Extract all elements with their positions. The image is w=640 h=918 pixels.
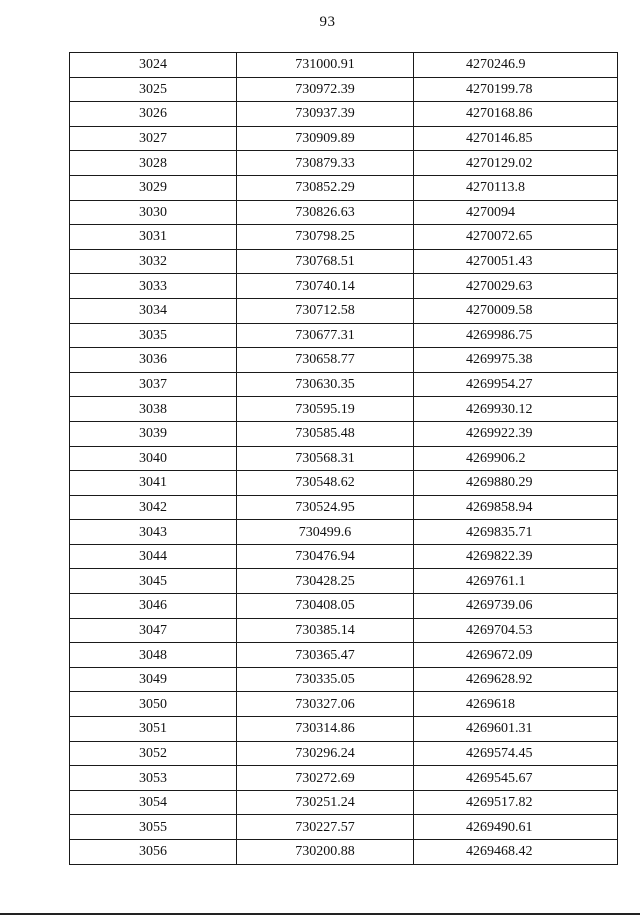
table-row — [70, 766, 618, 791]
point-number-cell: 3052 — [70, 741, 237, 766]
x-coordinate-cell: 730251.24 — [237, 790, 414, 815]
x-coordinate-cell: 730548.62 — [237, 471, 414, 496]
table-row — [70, 790, 618, 815]
x-coordinate-cell: 730740.14 — [237, 274, 414, 299]
point-number-cell: 3044 — [70, 544, 237, 569]
table-row — [70, 397, 618, 422]
y-coordinate-cell: 4269628.92 — [414, 667, 618, 692]
y-coordinate-cell: 4270072.65 — [414, 225, 618, 250]
x-coordinate-cell: 730585.48 — [237, 421, 414, 446]
y-coordinate-cell: 4269545.67 — [414, 766, 618, 791]
y-coordinate-cell: 4269906.2 — [414, 446, 618, 471]
point-number-cell: 3043 — [70, 520, 237, 545]
table-row — [70, 569, 618, 594]
table-row — [70, 544, 618, 569]
table-row — [70, 446, 618, 471]
y-coordinate-cell: 4269954.27 — [414, 372, 618, 397]
point-number-cell: 3035 — [70, 323, 237, 348]
x-coordinate-cell: 730972.39 — [237, 77, 414, 102]
x-coordinate-cell: 730335.05 — [237, 667, 414, 692]
x-coordinate-cell: 730630.35 — [237, 372, 414, 397]
x-coordinate-cell: 730937.39 — [237, 102, 414, 127]
x-coordinate-cell: 730408.05 — [237, 594, 414, 619]
point-number-cell: 3036 — [70, 348, 237, 373]
x-coordinate-cell: 730826.63 — [237, 200, 414, 225]
table-row — [70, 618, 618, 643]
table-row — [70, 249, 618, 274]
table-row — [70, 717, 618, 742]
table-row — [70, 323, 618, 348]
point-number-cell: 3042 — [70, 495, 237, 520]
point-number-cell: 3050 — [70, 692, 237, 717]
y-coordinate-cell: 4269975.38 — [414, 348, 618, 373]
y-coordinate-cell: 4269858.94 — [414, 495, 618, 520]
y-coordinate-cell: 4270199.78 — [414, 77, 618, 102]
point-number-cell: 3055 — [70, 815, 237, 840]
point-number-cell: 3029 — [70, 175, 237, 200]
point-number-cell: 3049 — [70, 667, 237, 692]
x-coordinate-cell: 730327.06 — [237, 692, 414, 717]
table-row — [70, 225, 618, 250]
x-coordinate-cell: 730658.77 — [237, 348, 414, 373]
table-row — [70, 643, 618, 668]
point-number-cell: 3027 — [70, 126, 237, 151]
table-row — [70, 495, 618, 520]
table-row — [70, 692, 618, 717]
point-number-cell: 3024 — [70, 53, 237, 78]
point-number-cell: 3032 — [70, 249, 237, 274]
point-number-cell: 3030 — [70, 200, 237, 225]
point-number-cell: 3046 — [70, 594, 237, 619]
y-coordinate-cell: 4270129.02 — [414, 151, 618, 176]
y-coordinate-cell: 4269490.61 — [414, 815, 618, 840]
page-number: 93 — [319, 14, 336, 30]
x-coordinate-cell: 730476.94 — [237, 544, 414, 569]
coordinate-table — [69, 52, 618, 865]
x-coordinate-cell: 730296.24 — [237, 741, 414, 766]
y-coordinate-cell: 4269835.71 — [414, 520, 618, 545]
x-coordinate-cell: 731000.91 — [237, 53, 414, 78]
coordinate-table-body — [70, 53, 618, 865]
y-coordinate-cell: 4270168.86 — [414, 102, 618, 127]
table-row — [70, 298, 618, 323]
point-number-cell: 3040 — [70, 446, 237, 471]
point-number-cell: 3025 — [70, 77, 237, 102]
point-number-cell: 3051 — [70, 717, 237, 742]
y-coordinate-cell: 4269822.39 — [414, 544, 618, 569]
x-coordinate-cell: 730852.29 — [237, 175, 414, 200]
table-row — [70, 815, 618, 840]
y-coordinate-cell: 4269986.75 — [414, 323, 618, 348]
point-number-cell: 3031 — [70, 225, 237, 250]
y-coordinate-cell: 4269704.53 — [414, 618, 618, 643]
point-number-cell: 3056 — [70, 840, 237, 865]
point-number-cell: 3039 — [70, 421, 237, 446]
y-coordinate-cell: 4270029.63 — [414, 274, 618, 299]
y-coordinate-cell: 4269930.12 — [414, 397, 618, 422]
y-coordinate-cell: 4270246.9 — [414, 53, 618, 78]
y-coordinate-cell: 4269880.29 — [414, 471, 618, 496]
x-coordinate-cell: 730798.25 — [237, 225, 414, 250]
point-number-cell: 3045 — [70, 569, 237, 594]
x-coordinate-cell: 730677.31 — [237, 323, 414, 348]
table-row — [70, 200, 618, 225]
y-coordinate-cell: 4269739.06 — [414, 594, 618, 619]
x-coordinate-cell: 730272.69 — [237, 766, 414, 791]
point-number-cell: 3047 — [70, 618, 237, 643]
y-coordinate-cell: 4269618 — [414, 692, 618, 717]
table-row — [70, 126, 618, 151]
x-coordinate-cell: 730595.19 — [237, 397, 414, 422]
y-coordinate-cell: 4269761.1 — [414, 569, 618, 594]
table-row — [70, 421, 618, 446]
x-coordinate-cell: 730879.33 — [237, 151, 414, 176]
point-number-cell: 3033 — [70, 274, 237, 299]
x-coordinate-cell: 730909.89 — [237, 126, 414, 151]
point-number-cell: 3028 — [70, 151, 237, 176]
table-row — [70, 77, 618, 102]
x-coordinate-cell: 730314.86 — [237, 717, 414, 742]
x-coordinate-cell: 730499.6 — [237, 520, 414, 545]
table-row — [70, 175, 618, 200]
table-row — [70, 520, 618, 545]
y-coordinate-cell: 4269574.45 — [414, 741, 618, 766]
y-coordinate-cell: 4269517.82 — [414, 790, 618, 815]
y-coordinate-cell: 4269922.39 — [414, 421, 618, 446]
table-row — [70, 348, 618, 373]
table-row — [70, 102, 618, 127]
table-row — [70, 594, 618, 619]
table-row — [70, 274, 618, 299]
table-row — [70, 151, 618, 176]
point-number-cell: 3048 — [70, 643, 237, 668]
table-row — [70, 53, 618, 78]
x-coordinate-cell: 730365.47 — [237, 643, 414, 668]
point-number-cell: 3037 — [70, 372, 237, 397]
x-coordinate-cell: 730568.31 — [237, 446, 414, 471]
y-coordinate-cell: 4269672.09 — [414, 643, 618, 668]
x-coordinate-cell: 730524.95 — [237, 495, 414, 520]
x-coordinate-cell: 730227.57 — [237, 815, 414, 840]
bottom-edge-line — [0, 913, 640, 915]
table-row — [70, 667, 618, 692]
point-number-cell: 3054 — [70, 790, 237, 815]
point-number-cell: 3053 — [70, 766, 237, 791]
x-coordinate-cell: 730200.88 — [237, 840, 414, 865]
point-number-cell: 3041 — [70, 471, 237, 496]
x-coordinate-cell: 730428.25 — [237, 569, 414, 594]
x-coordinate-cell: 730712.58 — [237, 298, 414, 323]
point-number-cell: 3034 — [70, 298, 237, 323]
point-number-cell: 3038 — [70, 397, 237, 422]
table-row — [70, 741, 618, 766]
x-coordinate-cell: 730385.14 — [237, 618, 414, 643]
y-coordinate-cell: 4270009.58 — [414, 298, 618, 323]
y-coordinate-cell: 4270146.85 — [414, 126, 618, 151]
table-row — [70, 840, 618, 865]
x-coordinate-cell: 730768.51 — [237, 249, 414, 274]
point-number-cell: 3026 — [70, 102, 237, 127]
y-coordinate-cell: 4269468.42 — [414, 840, 618, 865]
y-coordinate-cell: 4269601.31 — [414, 717, 618, 742]
y-coordinate-cell: 4270051.43 — [414, 249, 618, 274]
y-coordinate-cell: 4270094 — [414, 200, 618, 225]
y-coordinate-cell: 4270113.8 — [414, 175, 618, 200]
table-row — [70, 372, 618, 397]
table-row — [70, 471, 618, 496]
